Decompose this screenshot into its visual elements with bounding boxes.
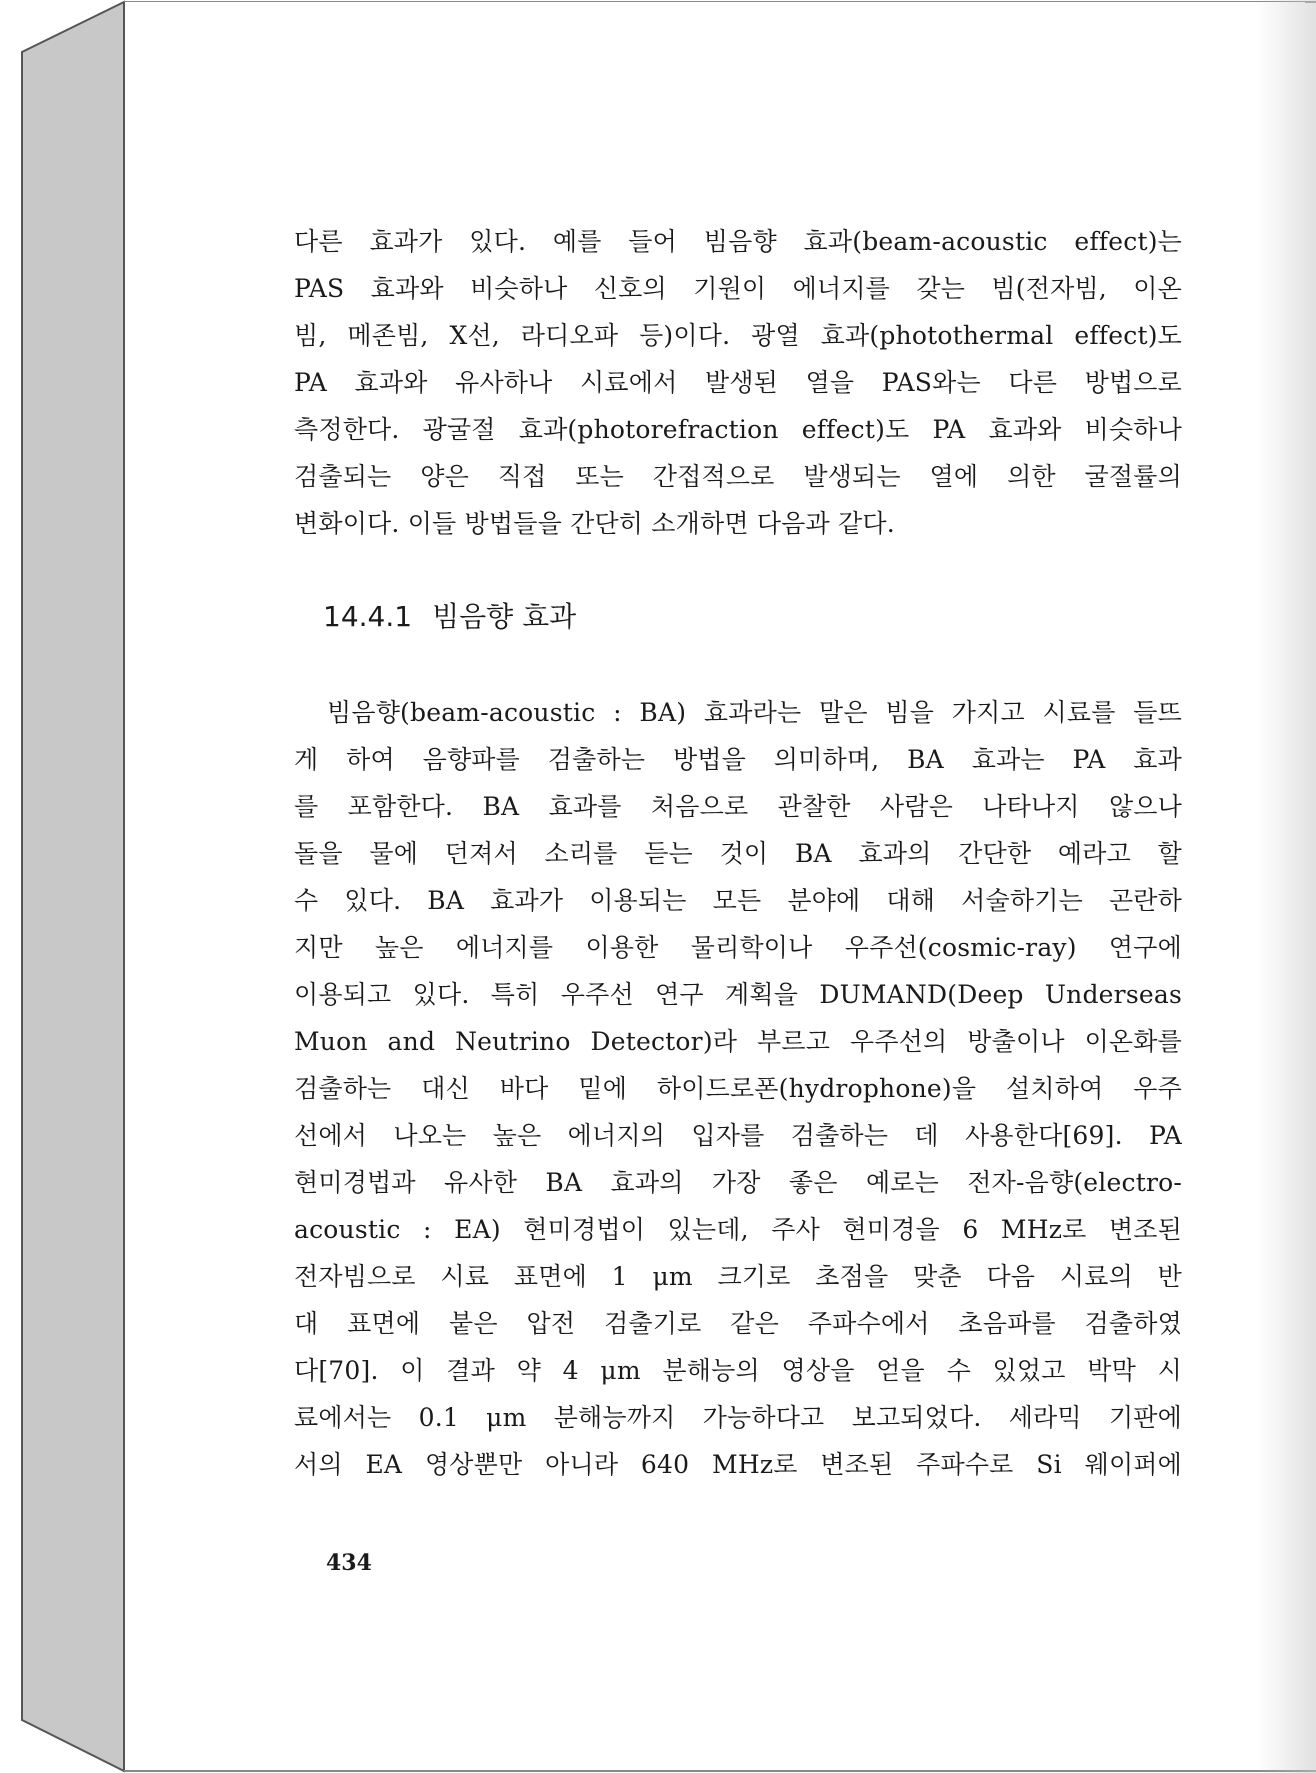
text-line: 다[70]. 이 결과 약 4 μm 분해능의 영상을 얻을 수 있었고 박막 시: [294, 1356, 1182, 1385]
text-line: 대 표면에 붙은 압전 검출기로 같은 주파수에서 초음파를 검출하였: [294, 1309, 1182, 1338]
text-line: 료에서는 0.1 μm 분해능까지 가능하다고 보고되었다. 세라믹 기판에: [294, 1403, 1182, 1432]
text-line: 다른 효과가 있다. 예를 들어 빔음향 효과(beam-acoustic effect)는: [294, 227, 1182, 256]
text-line: 를 포함한다. BA 효과를 처음으로 관찰한 사람은 나타나지 않으나: [294, 792, 1182, 821]
text-line: 빔, 메존빔, X선, 라디오파 등)이다. 광열 효과(photothermal effect)도: [294, 321, 1182, 350]
text-line: 빔음향(beam-acoustic : BA) 효과라는 말은 빔을 가지고 시료를 들뜨: [327, 698, 1182, 727]
paragraph-beam-acoustic: [294, 689, 1182, 1488]
text-line: 검출되는 양은 직접 또는 간접적으로 발생되는 열에 의한 굴절률의: [294, 462, 1182, 491]
section-heading: [323, 595, 576, 635]
page-number: 434: [326, 1550, 372, 1576]
text-line: 현미경법과 유사한 BA 효과의 가장 좋은 예로는 전자-음향(electro-: [294, 1168, 1182, 1197]
text-line: 돌을 물에 던져서 소리를 듣는 것이 BA 효과의 간단한 예라고 할: [294, 839, 1182, 868]
text-line: 측정한다. 광굴절 효과(photorefraction effect)도 PA 효과와 비슷하나: [294, 415, 1182, 444]
text-line: 이용되고 있다. 특히 우주선 연구 계획을 DUMAND(Deep Underseas: [294, 980, 1182, 1009]
text-line: PAS 효과와 비슷하나 신호의 기원이 에너지를 갖는 빔(전자빔, 이온: [294, 274, 1182, 303]
page-edge-shadow: [1256, 0, 1316, 1773]
text-line: acoustic : EA) 현미경법이 있는데, 주사 현미경을 6 MHz로 변조된: [294, 1215, 1182, 1244]
text-line: 선에서 나오는 높은 에너지의 입자를 검출하는 데 사용한다[69]. PA: [294, 1121, 1182, 1150]
text-line: 수 있다. BA 효과가 이용되는 모든 분야에 대해 서술하기는 곤란하: [294, 886, 1182, 915]
text-line: Muon and Neutrino Detector)라 부르고 우주선의 방출이나 이온화를: [294, 1027, 1182, 1056]
text-line: 서의 EA 영상뿐만 아니라 640 MHz로 변조된 주파수로 Si 웨이퍼에: [294, 1450, 1182, 1479]
text-line: 전자빔으로 시료 표면에 1 μm 크기로 초점을 맞춘 다음 시료의 반: [294, 1262, 1182, 1291]
text-line: 검출하는 대신 바다 밑에 하이드로폰(hydrophone)을 설치하여 우주: [294, 1074, 1182, 1103]
text-line: 지만 높은 에너지를 이용한 물리학이나 우주선(cosmic-ray) 연구에: [294, 933, 1182, 962]
text-line: 변화이다. 이들 방법들을 간단히 소개하면 다음과 같다.: [294, 509, 895, 538]
text-line: PA 효과와 유사하나 시료에서 발생된 열을 PAS와는 다른 방법으로: [294, 368, 1182, 397]
paragraph-intro: [294, 218, 1182, 547]
section-number: 14.4.1: [323, 600, 413, 633]
section-title: 빔음향 효과: [432, 600, 577, 633]
text-line: 게 하여 음향파를 검출하는 방법을 의미하며, BA 효과는 PA 효과: [294, 745, 1182, 774]
